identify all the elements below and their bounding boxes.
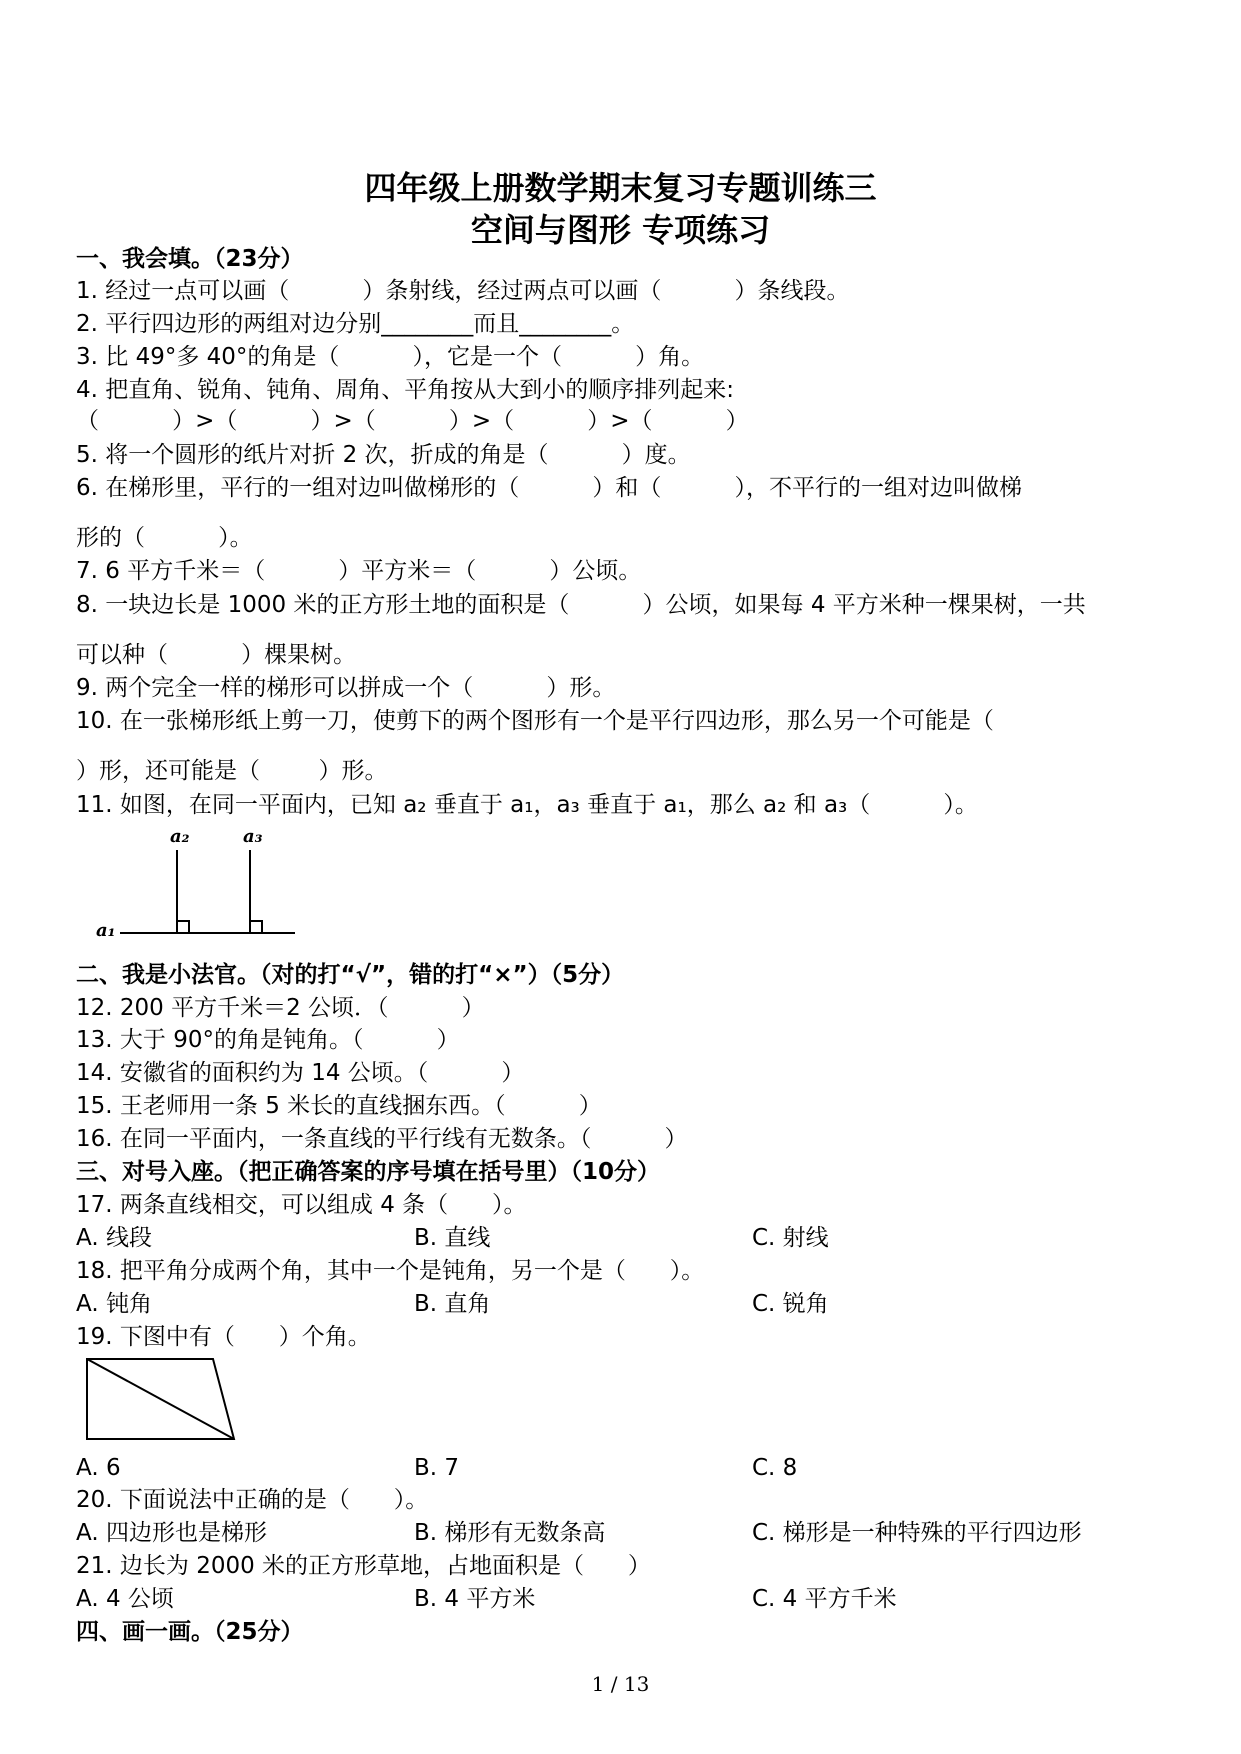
right-angle-mark-a3: [250, 921, 262, 933]
label-a2: a₂: [170, 826, 190, 847]
question-2: 2. 平行四边形的两组对边分别________而且________。: [76, 311, 635, 337]
q21-option-c: C. 4 平方千米: [752, 1586, 897, 1612]
q17-option-b: B. 直线: [414, 1225, 491, 1251]
page-number: 1 / 13: [591, 1672, 650, 1696]
label-a3: a₃: [243, 826, 263, 847]
perpendicular-lines-figure: [90, 820, 310, 945]
question-15: 15. 王老师用一条 5 米长的直线捆东西。（ ）: [76, 1093, 602, 1119]
q18-option-a: A. 钝角: [76, 1291, 152, 1317]
q17-option-c: C. 射线: [752, 1225, 829, 1251]
question-10-line2: ）形，还可能是（ ）形。: [76, 758, 388, 784]
page-subtitle: 空间与图形 专项练习: [470, 211, 771, 249]
q18-option-c: C. 锐角: [752, 1291, 829, 1317]
question-3: 3. 比 49°多 40°的角是（ ），它是一个（ ）角。: [76, 344, 705, 370]
question-10-line1: 10. 在一张梯形纸上剪一刀，使剪下的两个图形有一个是平行四边形，那么另一个可能是（: [76, 708, 994, 734]
q20-option-a: A. 四边形也是梯形: [76, 1520, 267, 1546]
q21-option-a: A. 4 公顷: [76, 1586, 174, 1612]
section-1-heading: 一、我会填。（23分）: [76, 246, 304, 272]
question-6-line1: 6. 在梯形里，平行的一组对边叫做梯形的（ ）和（ ），不平行的一组对边叫做梯: [76, 475, 1022, 501]
section-2-heading: 二、我是小法官。（对的打“√”，错的打“×”）（5分）: [76, 962, 625, 988]
section-4-heading: 四、画一画。（25分）: [76, 1619, 304, 1645]
question-6-line2: 形的（ ）。: [76, 525, 253, 551]
q17-option-a: A. 线段: [76, 1225, 152, 1251]
page-title: 四年级上册数学期末复习专题训练三: [364, 169, 877, 207]
question-9: 9. 两个完全一样的梯形可以拼成一个（ ）形。: [76, 675, 616, 701]
right-angle-mark-a2: [177, 921, 189, 933]
q19-option-b: B. 7: [414, 1455, 460, 1481]
q18-option-b: B. 直角: [414, 1291, 491, 1317]
question-1: 1. 经过一点可以画（ ）条射线，经过两点可以画（ ）条线段。: [76, 278, 850, 304]
question-16: 16. 在同一平面内，一条直线的平行线有无数条。（ ）: [76, 1126, 688, 1152]
question-13: 13. 大于 90°的角是钝角。（ ）: [76, 1027, 460, 1053]
label-a1: a₁: [96, 920, 116, 941]
question-21: 21. 边长为 2000 米的正方形草地，占地面积是（ ）: [76, 1553, 651, 1579]
question-4-blanks: （ ）>（ ）>（ ）>（ ）>（ ）: [76, 408, 749, 434]
q21-option-b: B. 4 平方米: [414, 1586, 536, 1612]
question-14: 14. 安徽省的面积约为 14 公顷。（ ）: [76, 1060, 525, 1086]
question-17: 17. 两条直线相交，可以组成 4 条（ ）。: [76, 1192, 527, 1218]
question-20: 20. 下面说法中正确的是（ ）。: [76, 1487, 429, 1513]
question-12: 12. 200 平方千米＝2 公顷．（ ）: [76, 995, 485, 1021]
question-19: 19. 下图中有（ ）个角。: [76, 1324, 371, 1350]
question-4-prompt: 4. 把直角、锐角、钝角、周角、平角按从大到小的顺序排列起来:: [76, 377, 735, 403]
question-18: 18. 把平角分成两个角，其中一个是钝角，另一个是（ ）。: [76, 1258, 705, 1284]
trapezoid-figure: [80, 1355, 250, 1447]
trapezoid-diagonal: [87, 1359, 234, 1439]
q20-option-b: B. 梯形有无数条高: [414, 1520, 606, 1546]
question-7: 7. 6 平方千米＝（ ）平方米＝（ ）公顷。: [76, 558, 642, 584]
section-3-heading: 三、对号入座。（把正确答案的序号填在括号里）（10分）: [76, 1159, 661, 1185]
q19-option-c: C. 8: [752, 1455, 798, 1481]
question-5: 5. 将一个圆形的纸片对折 2 次，折成的角是（ ）度。: [76, 442, 691, 468]
q20-option-c: C. 梯形是一种特殊的平行四边形: [752, 1520, 1082, 1546]
question-8-line1: 8. 一块边长是 1000 米的正方形土地的面积是（ ）公顷，如果每 4 平方米种一棵果树，一共: [76, 592, 1086, 618]
q19-option-a: A. 6: [76, 1455, 121, 1481]
question-8-line2: 可以种（ ）棵果树。: [76, 642, 357, 668]
question-11: 11. 如图，在同一平面内，已知 a₂ 垂直于 a₁，a₃ 垂直于 a₁，那么 a₂ 和 a₃（ ）。: [76, 792, 978, 818]
